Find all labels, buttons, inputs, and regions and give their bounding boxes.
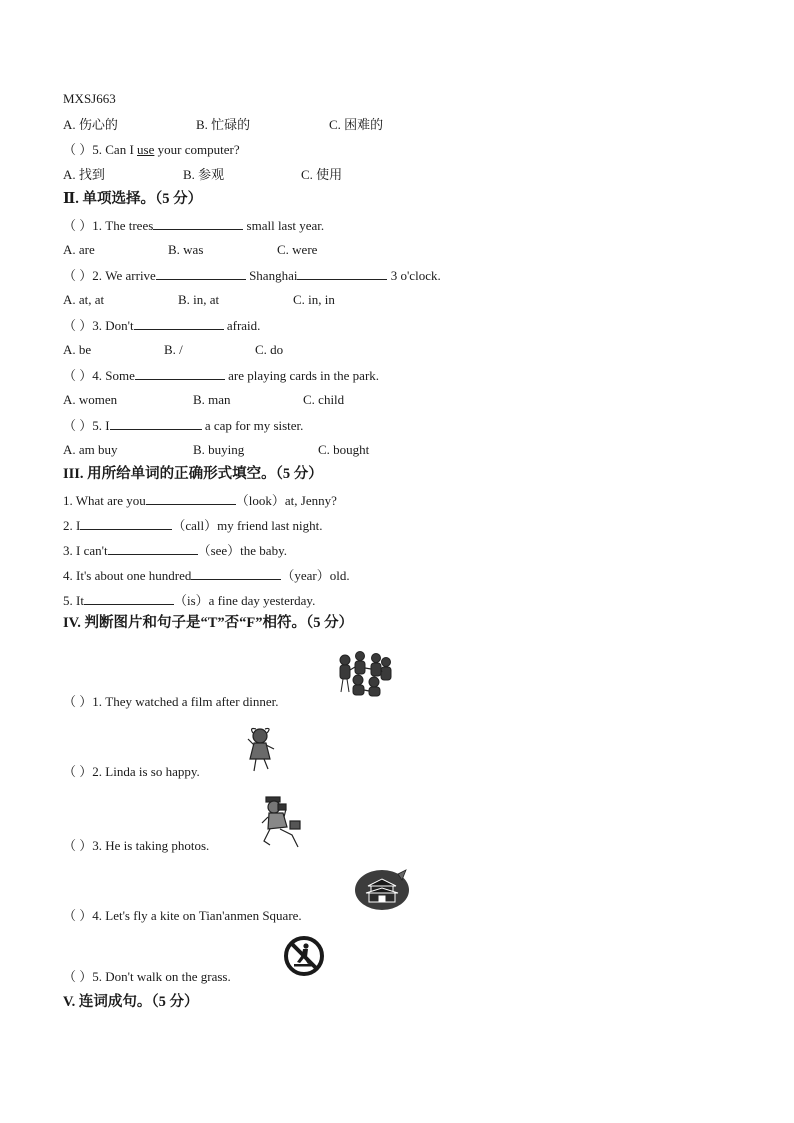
answer-blank[interactable] (135, 367, 225, 380)
answer-paren[interactable]: （ ） (63, 694, 93, 709)
answer-blank[interactable] (153, 217, 243, 230)
sec5-title: V. 连词成句。（5 分） (63, 994, 199, 1010)
answer-blank[interactable] (134, 317, 224, 330)
sec3-q5: 5. It （is）a fine day yesterday. (63, 593, 316, 608)
answer-paren[interactable]: （ ） (63, 218, 93, 233)
sec3-title: III. 用所给单词的正确形式填空。（5 分） (63, 466, 323, 482)
sec2-q5: （ ）5. I a cap for my sister. (63, 418, 304, 433)
answer-blank[interactable] (84, 592, 174, 605)
sec2-q4: （ ）4. Some are playing cards in the park. (63, 368, 380, 383)
sec2-q4-opt-a: A. women (63, 392, 118, 407)
sec4-q3: （ ）3. He is taking photos. (63, 838, 210, 853)
tiananmen-icon (352, 866, 412, 911)
answer-paren[interactable]: （ ） (63, 418, 93, 433)
sec2-q4-opt-b: B. man (193, 392, 231, 407)
answer-blank[interactable] (146, 492, 236, 505)
answer-blank[interactable] (191, 567, 281, 580)
answer-blank[interactable] (80, 517, 172, 530)
sec3-q1: 1. What are you （look）at, Jenny? (63, 493, 337, 508)
answer-blank[interactable] (108, 542, 198, 555)
boy-photographer-icon (260, 795, 304, 850)
sec4-q4: （ ）4. Let's fly a kite on Tian'anmen Square. (63, 908, 302, 923)
answer-paren[interactable]: （ ） (63, 318, 93, 333)
no-walking-sign-icon (283, 935, 325, 977)
answer-paren[interactable]: （ ） (63, 142, 93, 157)
sec1-q5-option-a: A. 找到 (63, 167, 105, 182)
sec4-q1: （ ）1. They watched a film after dinner. (63, 694, 279, 709)
sec1-q4-option-a: A. 伤心的 (63, 117, 118, 132)
answer-paren[interactable]: （ ） (63, 764, 93, 779)
sec2-q3-opt-c: C. do (255, 342, 284, 357)
sec2-q1: （ ）1. The trees small last year. (63, 218, 325, 233)
sec2-q2: （ ）2. We arrive Shanghai 3 o'clock. (63, 268, 441, 283)
sec2-q5-opt-c: C. bought (318, 442, 370, 457)
sec3-q3: 3. I can't （see）the baby. (63, 543, 287, 558)
sec2-q1-opt-a: A. are (63, 242, 95, 257)
sec4-title: IV. 判断图片和句子是“T”否“F”相符。（5 分） (63, 615, 354, 631)
sec2-q1-opt-b: B. was (168, 242, 204, 257)
sec1-q5-option-c: C. 使用 (301, 167, 343, 182)
answer-paren[interactable]: （ ） (63, 838, 93, 853)
answer-paren[interactable]: （ ） (63, 368, 93, 383)
sec1-q4-option-b: B. 忙碌的 (196, 117, 251, 132)
sec2-q5-opt-b: B. buying (193, 442, 245, 457)
sec2-q2-opt-b: B. in, at (178, 292, 220, 307)
sec2-q3-opt-a: A. be (63, 342, 92, 357)
answer-blank[interactable] (297, 267, 387, 280)
children-dancing-icon (336, 650, 394, 702)
sec1-q5: （ ）5. Can I use your computer? (63, 142, 240, 157)
girl-jumping-icon (246, 727, 278, 775)
sec3-q4: 4. It's about one hundred （year）old. (63, 568, 350, 583)
answer-blank[interactable] (156, 267, 246, 280)
sec2-title: Ⅱ. 单项选择。（5 分） (63, 191, 203, 207)
sec1-q4-option-c: C. 困难的 (329, 117, 384, 132)
sec4-q5: （ ）5. Don't walk on the grass. (63, 969, 231, 984)
sec2-q2-opt-a: A. at, at (63, 292, 105, 307)
answer-blank[interactable] (110, 417, 202, 430)
answer-paren[interactable]: （ ） (63, 268, 93, 283)
sec1-q5-option-b: B. 参观 (183, 167, 225, 182)
sec2-q5-opt-a: A. am buy (63, 442, 118, 457)
sec2-q4-opt-c: C. child (303, 392, 345, 407)
header-code: MXSJ663 (63, 91, 116, 106)
underlined-word: use (137, 142, 155, 157)
sec2-q3-opt-b: B. / (164, 342, 183, 357)
sec2-q3: （ ）3. Don't afraid. (63, 318, 261, 333)
sec4-q2: （ ）2. Linda is so happy. (63, 764, 200, 779)
answer-paren[interactable]: （ ） (63, 908, 93, 923)
sec2-q2-opt-c: C. in, in (293, 292, 335, 307)
sec3-q2: 2. I （call）my friend last night. (63, 518, 323, 533)
sec2-q1-opt-c: C. were (277, 242, 318, 257)
answer-paren[interactable]: （ ） (63, 969, 93, 984)
